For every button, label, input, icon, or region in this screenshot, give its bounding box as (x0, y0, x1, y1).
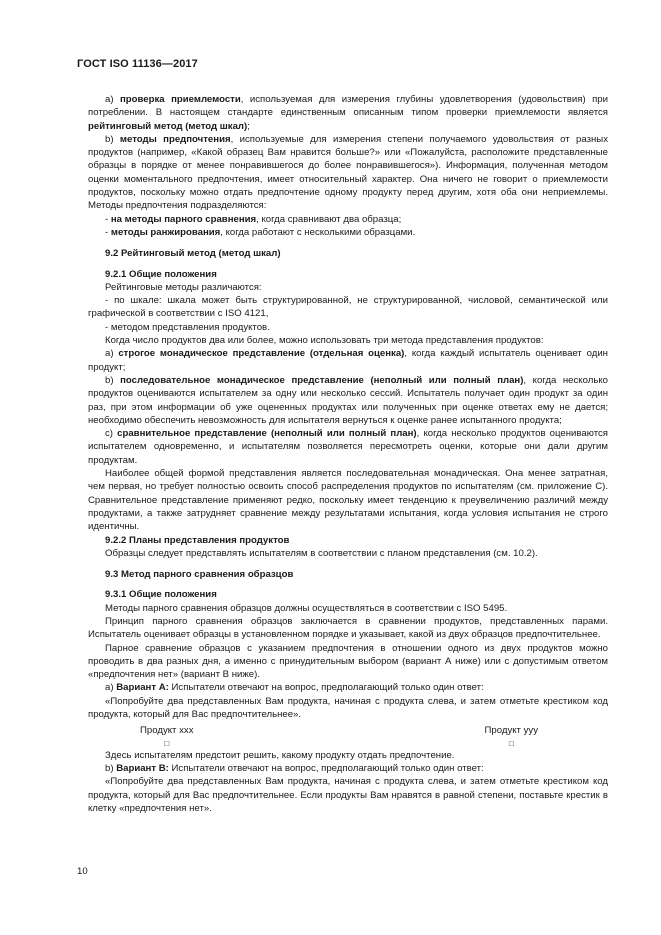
list-item: с) сравнительное представление (неполный или полный план), когда несколько продуктов оцениваются испытателем одновременно, и испытателям позволяется пересмотреть оценки, которые они дали другим продуктам. (88, 428, 608, 466)
list-item: - методом представления продуктов. (105, 321, 270, 333)
document-header: ГОСТ ISO 11136—2017 (77, 58, 198, 70)
quote: «Попробуйте два представленных Вам продукта, начиная с продукта слева, и затем отметьте крестиком код продукта, который для Вас предпочтительнее. Если продукты Вам нравятся в равной степени, поставьте крестик в клетку «предпочтения нет». (88, 776, 608, 814)
paragraph: Наиболее общей формой представления является последовательная монадическая. Она менее затратная, чем первая, но требует полностью освоить способ распределения продуктов по испытателям (см. приложение С). Сравнительное представление применяют редко, поскольку имеет тенденцию к преувеличению различий между продуктами, а также затрудняет сравнение между результатами испытания, когда условия испытания не строго идентичны. (88, 468, 608, 533)
list-item: а) Вариант А: Испытатели отвечают на вопрос, предполагающий только один ответ: (105, 682, 484, 694)
paragraph-acceptance: а) проверка приемлемости, используемая для измерения глубины удовлетворения (удовольствия) при потреблении. В настоящем стандарте единственным описанным типом проверки приемлемости является рейтинговый метод (метод шкал); (88, 94, 608, 132)
product-choice-right (484, 724, 538, 748)
list-item: - на методы парного сравнения, когда сравнивают два образца; (105, 213, 402, 225)
quote: «Попробуйте два представленных Вам продукта, начиная с продукта слева, и затем отметьте крестиком код продукта, который для Вас предпочтительнее». (88, 695, 608, 721)
product-choice-left (140, 724, 194, 748)
list-item: b) Вариант В: Испытатели отвечают на вопрос, предполагающий только один ответ: (105, 762, 484, 774)
checkbox-right: □ (508, 738, 514, 748)
page-number: 10 (77, 866, 88, 877)
document-body (88, 93, 608, 815)
term-rating-method: рейтинговый метод (метод шкал) (88, 120, 248, 132)
section-heading-9-3: 9.3 Метод парного сравнения образцов (105, 569, 294, 581)
checkbox-left: □ (164, 738, 170, 748)
paragraph: Методы парного сравнения образцов должны осуществляться в соответствии с ISO 5495. (105, 602, 508, 614)
subsection-heading-9-2-2: 9.2.2 Планы представления продуктов (105, 534, 290, 546)
paragraph: Парное сравнение образцов с указанием предпочтения в отношении одного из двух продуктов можно проводить в два разных дня, а именно с принудительным выбором (вариант А ниже) или с допустимым ответом «предпочтения нет» (вариант В ниже). (88, 642, 608, 681)
paragraph: Принцип парного сравнения образцов заключается в сравнении продуктов, представленных парами. Испытатель оценивает образцы в установленном порядке и указывает, какой из двух образцов предпочтительнее. (88, 615, 608, 641)
paragraph-preference: b) методы предпочтения, используемые для измерения степени получаемого удовольствия от разных продуктов (например, «Какой образец Вам нравится больше?» или «Пожалуйста, расположите представленные образцы в порядке от менее понравившегося до более понравившегося»). Информация, полученная методом оценки моментального предпочтения, имеет относительный характер. Она ничего не говорит о приемлемости продуктов, поскольку можно отдать предпочтение одному продукту перед другим, хотя оба они неприемлемы. Методы предпочтения подразделяются: (88, 133, 608, 212)
list-item: - методы ранжирования, когда работают с несколькими образцами. (105, 226, 416, 238)
product-choice-row (88, 724, 608, 748)
term-acceptance: проверка приемлемости (120, 94, 241, 105)
section-heading-9-2: 9.2 Рейтинговый метод (метод шкал) (105, 248, 281, 260)
subsection-heading-9-3-1: 9.3.1 Общие положения (105, 589, 217, 601)
paragraph: Рейтинговые методы различаются: (105, 281, 262, 293)
subsection-heading-9-2-1: 9.2.1 Общие положения (105, 268, 217, 280)
paragraph: Образцы следует представлять испытателям в соответствии с планом представления (см. 10.2). (105, 547, 538, 559)
list-item: b) последовательное монадическое представление (неполный или полный план), когда несколько продуктов оцениваются испытателем за одну или несколько сессий. Испытатель получает один продукт за один раз, при этом информации об уже оцененных продуктах или полученных при оценке ответах ему не дается; необходимо обеспечить невозможность для испытателя вернуться к оценке ранее испытанного продукта; (88, 374, 608, 426)
product-label-right: Продукт ууу (484, 725, 538, 737)
list-item: а) строгое монадическое представление (отдельная оценка), когда каждый испытатель оценивает один продукт; (88, 348, 608, 373)
product-label-left: Продукт ххх (140, 725, 194, 737)
term-preference-methods: методы предпочтения (119, 133, 231, 145)
paragraph: Когда число продуктов два или более, можно использовать три метода представления продуктов: (105, 335, 544, 347)
list-item: - по шкале: шкала может быть структурированной, не структурированной, числовой, семантической или графической в соответствии с ISO 4121, (88, 295, 608, 320)
paragraph: Здесь испытателям предстоит решить, какому продукту отдать предпочтение. (105, 749, 455, 761)
